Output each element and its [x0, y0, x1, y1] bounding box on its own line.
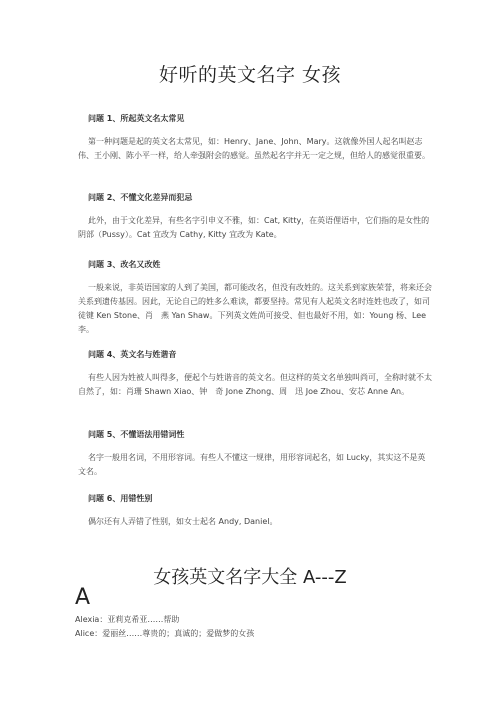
question-4-body: 有些人因为姓被人叫得多，便起个与姓谐音的英文名。但这样的英文名单独叫尚可，全称时就不太自然了，如：肖珊 Shawn Xiao、钟 奇 Jone Zhong、周 迅 Joe Zhou、安芯 Anne An。: [78, 373, 432, 396]
question-3-body: 一般来说，非英语国家的人到了美国，都可能改名，但没有改姓的。这关系到家族荣誉，将来还会关系到遗传基因。因此，无论自己的姓多么难读，都要坚持。常见有人起英文名时连姓也改了，如司徒键 Ken Stone、肖 燕 Yan Shaw。下列英文姓尚可接受、但也最好不用，如：Young 杨、Lee 李。: [78, 283, 432, 334]
question-2-heading: 问题 2、不懂文化差异而犯忌: [88, 193, 193, 202]
question-2: [78, 192, 433, 242]
question-1-body: 第一种问题是起的英文名太常见，如：Henry、Jane、John、Mary。这就像外国人起名叫赵志伟、王小刚、陈小平一样，给人牵强附会的感觉。虽然起名字并无一定之规，但给人的感觉很重要。: [78, 137, 430, 160]
name-entry: Alexia：亚莉克希亚……帮助: [75, 615, 180, 624]
question-4: [78, 349, 433, 399]
question-2-body: 此外，由于文化差异，有些名字引申义不雅，如：Cat, Kitty，在英语俚语中，它们指的是女性的阴部（Pussy）。Cat 宜改为 Cathy, Kitty 宜改为 Kate。: [78, 216, 430, 239]
question-1-heading: 问题 1、所起英文名太常见: [88, 114, 185, 123]
letter-heading: A: [75, 585, 91, 610]
question-5: [78, 429, 433, 479]
question-5-body: 名字一般用名词，不用形容词。有些人不懂这一规律，用形容词起名，如 Lucky，其实这不是英文名。: [78, 453, 426, 476]
question-3: [78, 259, 433, 337]
names-list-title: 女孩英文名字大全 A---Z: [153, 567, 347, 588]
question-6: [88, 493, 433, 529]
question-3-heading: 问题 3、改名又改姓: [88, 260, 161, 269]
page-title: 好听的英文名字 女孩: [158, 64, 342, 86]
question-1: [78, 113, 433, 163]
question-6-body: 偶尔还有人弄错了性别，如女士起名 Andy, Daniel。: [88, 517, 278, 526]
question-4-heading: 问题 4、英文名与姓谐音: [88, 350, 177, 359]
question-6-heading: 问题 6、用错性别: [88, 494, 153, 503]
name-entry: Alice：爱丽丝……尊贵的；真诚的；爱做梦的女孩: [75, 629, 255, 638]
question-5-heading: 问题 5、不懂语法用错词性: [88, 430, 185, 439]
